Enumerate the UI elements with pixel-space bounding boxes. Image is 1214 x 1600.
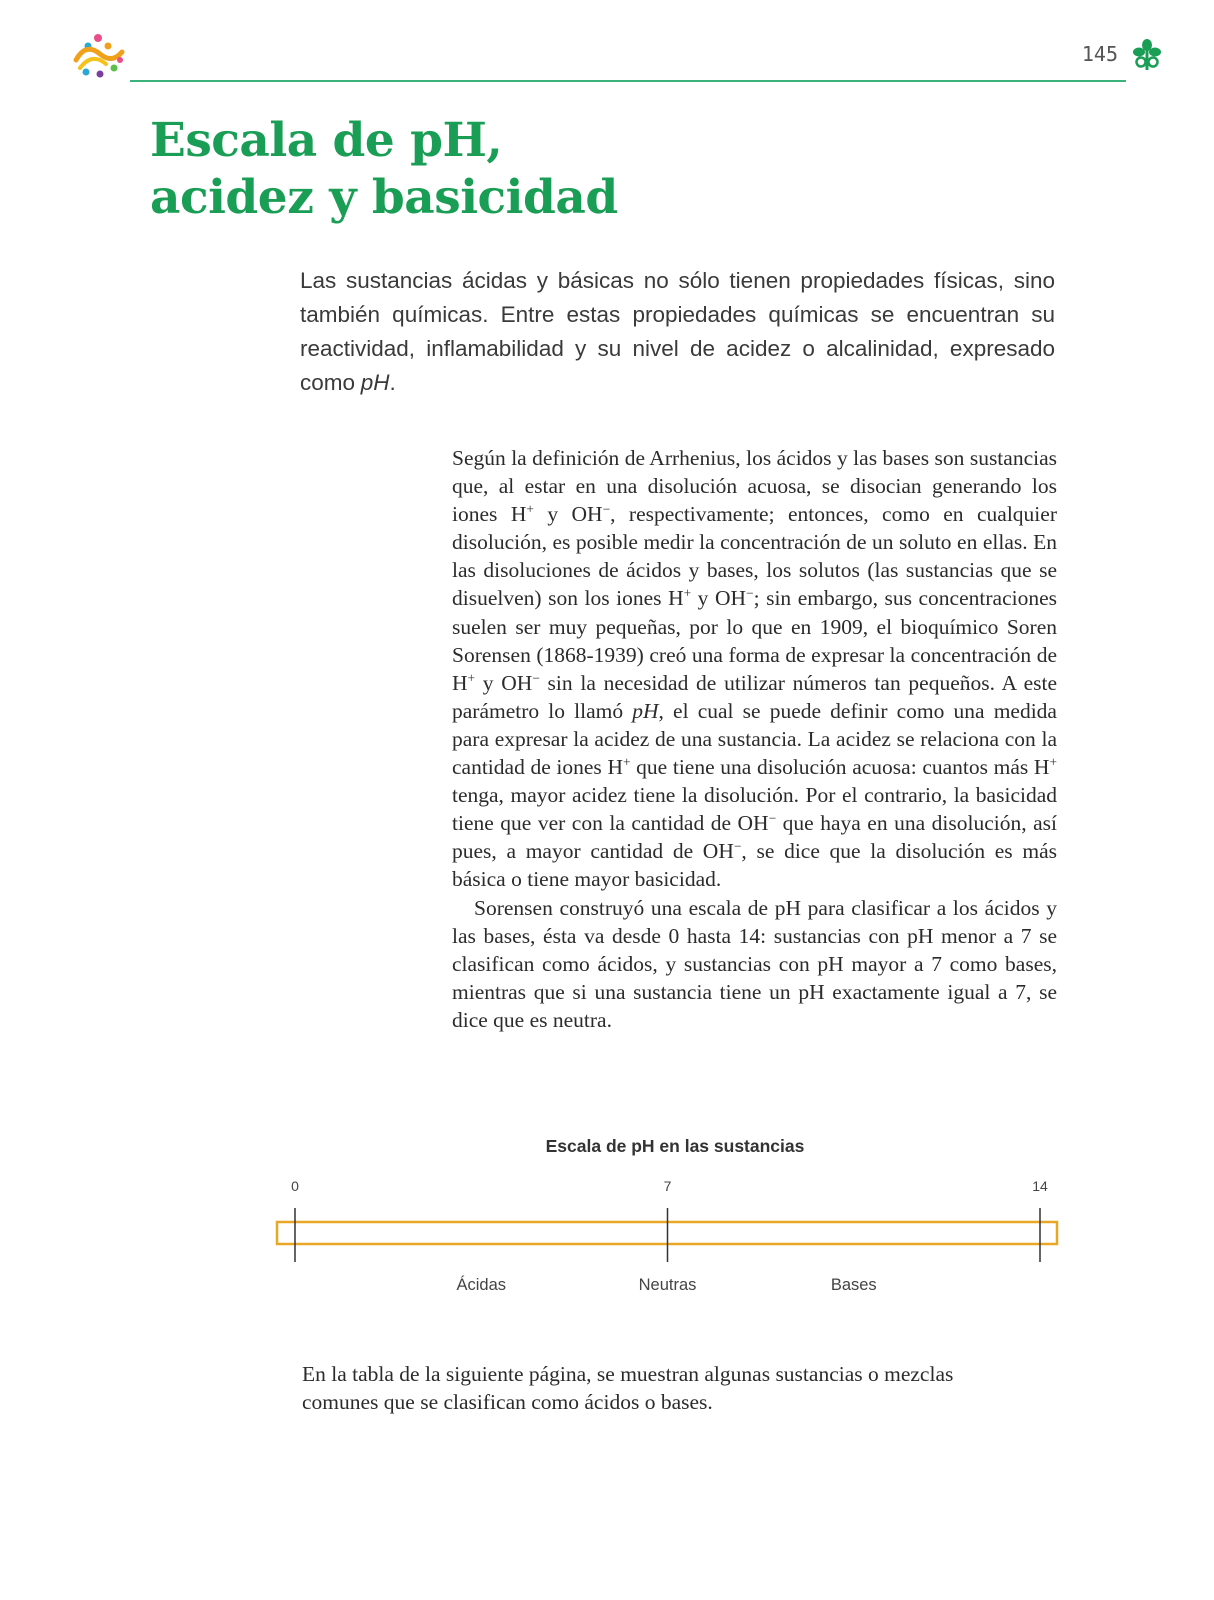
plant-icon xyxy=(1132,38,1162,72)
intro-ph-emphasis: pH xyxy=(360,370,390,395)
ph-region-label: Ácidas xyxy=(456,1276,507,1294)
body-segment: y OH xyxy=(533,502,603,527)
body-segment: Según la definición de Arrhenius, los ácidos y las bases son sustancias que, al estar en una disolución acuosa, se disocian generando los iones H xyxy=(452,446,1057,527)
superscript: + xyxy=(467,670,476,686)
ph-tick-label: 14 xyxy=(1032,1178,1048,1194)
superscript: + xyxy=(1049,754,1057,770)
intro-paragraph xyxy=(300,264,1055,400)
body-segment: , el cual se puede definir como una medida para expresar la acidez de una sustancia. La acidez se relaciona con la cantidad de iones H xyxy=(452,698,1057,780)
superscript: + xyxy=(622,754,631,770)
ph-tick-label: 7 xyxy=(663,1178,672,1194)
closing-paragraph: En la tabla de la siguiente página, se muestran algunas sustancias o mezclas comunes que se clasifican como ácidos o bases. xyxy=(302,1362,954,1414)
superscript: + xyxy=(526,501,534,517)
header-divider xyxy=(130,80,1126,82)
body-segment: , se dice que la disolución es más básica o tiene mayor basicidad. xyxy=(452,839,1057,892)
ph-scale-diagram xyxy=(270,1168,1080,1308)
ph-region-label: Neutras xyxy=(638,1276,697,1294)
ph-scale-title: Escala de pH en las sustancias xyxy=(545,1136,805,1156)
body-segment: , respectivamente; entonces, como en cualquier disolución, es posible medir la concentración de un soluto en ellas. En las disoluciones de ácidos y bases, los solutos (las sustancias que se disuelven) son los iones H xyxy=(452,502,1057,611)
body-segment: tenga, mayor acidez tiene la disolución. Por el contrario, la basicidad tiene que ver con la cantidad de OH xyxy=(452,783,1057,836)
intro-end: . xyxy=(389,370,396,395)
title-line-1: Escala de pH, xyxy=(150,113,503,168)
ph-tick-label: 0 xyxy=(291,1178,299,1194)
page-title xyxy=(150,112,618,226)
body-segment: y OH xyxy=(475,670,533,695)
intro-text: Las sustancias ácidas y básicas no sólo tienen propiedades físicas, sino también químicas. Entre estas propiedades químicas se encuentran su reactividad, inflamabilidad y su nivel de acidez o alcalinidad, expresado como xyxy=(300,268,1055,395)
superscript: − xyxy=(532,670,540,686)
body-segment: y OH xyxy=(691,586,747,611)
body-segment-italic: pH xyxy=(632,698,659,723)
superscript: − xyxy=(602,501,611,517)
body-segment: sin la necesidad de utilizar números tan pequeños. A este parámetro lo llamó xyxy=(452,670,1057,723)
body-paragraph-2: Sorensen construyó una escala de pH para clasificar a los ácidos y las bases, ésta va desde 0 hasta 14: sustancias con pH menor a 7 se clasifican como ácidos, y sustancias con pH mayor a 7 como bases, mientras que si una sustancia tiene un pH exactamente igual a 7, se dice que es neutra. xyxy=(452,895,1057,1032)
body-segment: ; sin embargo, sus concentraciones suelen ser muy pequeñas, por lo que en 1909, el bioquímico Soren Sorensen (1868-1939) creó una forma de expresar la concentración de H xyxy=(452,586,1057,695)
body-segment: que haya en una disolución, así pues, a mayor cantidad de OH xyxy=(452,811,1057,864)
ph-region-label: Bases xyxy=(830,1276,877,1294)
superscript: − xyxy=(746,586,754,602)
body-text xyxy=(452,444,1057,1034)
body-segment: que tiene una disolución acuosa: cuantos más H xyxy=(630,755,1050,780)
title-line-2: acidez y basicidad xyxy=(150,170,618,225)
superscript: + xyxy=(683,586,692,602)
book-logo-icon xyxy=(66,30,130,86)
page-number: 145 xyxy=(1081,42,1118,66)
superscript: − xyxy=(768,810,777,826)
superscript: − xyxy=(733,838,742,854)
body-paragraph-1 xyxy=(452,444,1057,894)
